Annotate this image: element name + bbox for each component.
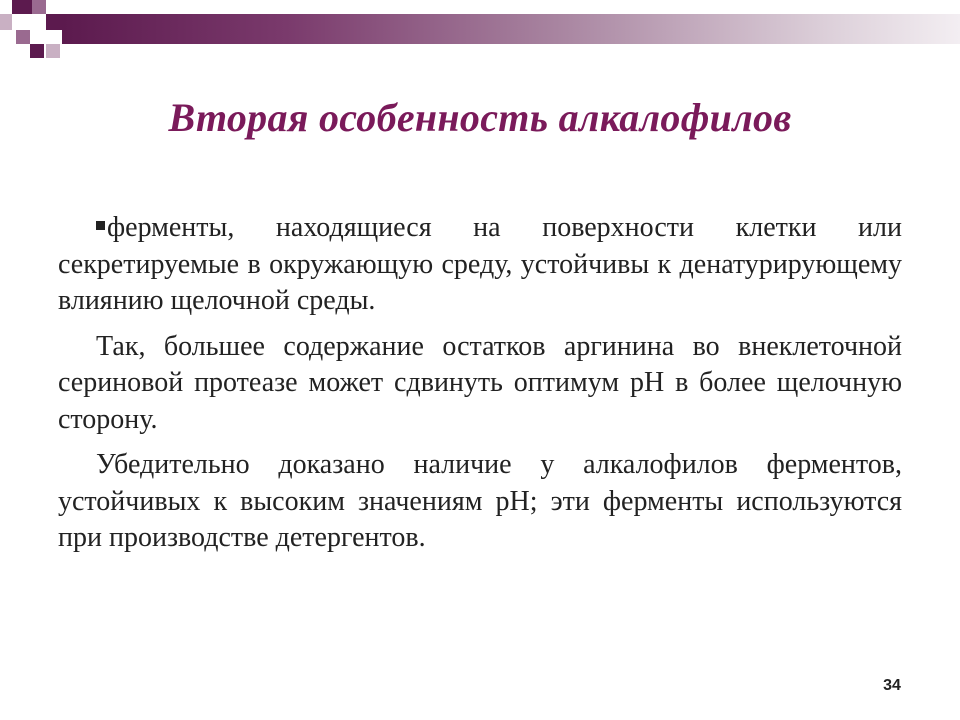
decor-square <box>0 14 12 30</box>
slide-title: Вторая особенность алкалофилов <box>168 95 792 140</box>
paragraph-3: Убедительно доказано наличие у алкалофилов ферментов, устойчивых к высоким значениям pH; эти ферменты используются при производстве детергентов. <box>58 449 902 553</box>
slide-body <box>58 210 902 566</box>
decor-square <box>12 0 32 14</box>
decor-square <box>32 0 46 14</box>
decor-square <box>46 14 62 30</box>
paragraph-1 <box>58 210 902 320</box>
paragraph-1-text: ферменты, находящиеся на поверхности клетки или секретируемые в окружающую среду, устойчивы к денатурирующему влиянию щелочной среды. <box>58 212 902 316</box>
decor-square <box>30 44 44 58</box>
decor-square <box>46 44 60 58</box>
paragraph-2: Так, большее содержание остатков аргинина во внеклеточной сериновой протеазе может сдвинуть оптимум pH в более щелочную сторону. <box>58 330 902 435</box>
decor-square <box>16 30 30 44</box>
header-gradient-bar <box>62 14 960 44</box>
square-bullet-icon <box>96 221 105 230</box>
page-number: 34 <box>883 677 901 694</box>
